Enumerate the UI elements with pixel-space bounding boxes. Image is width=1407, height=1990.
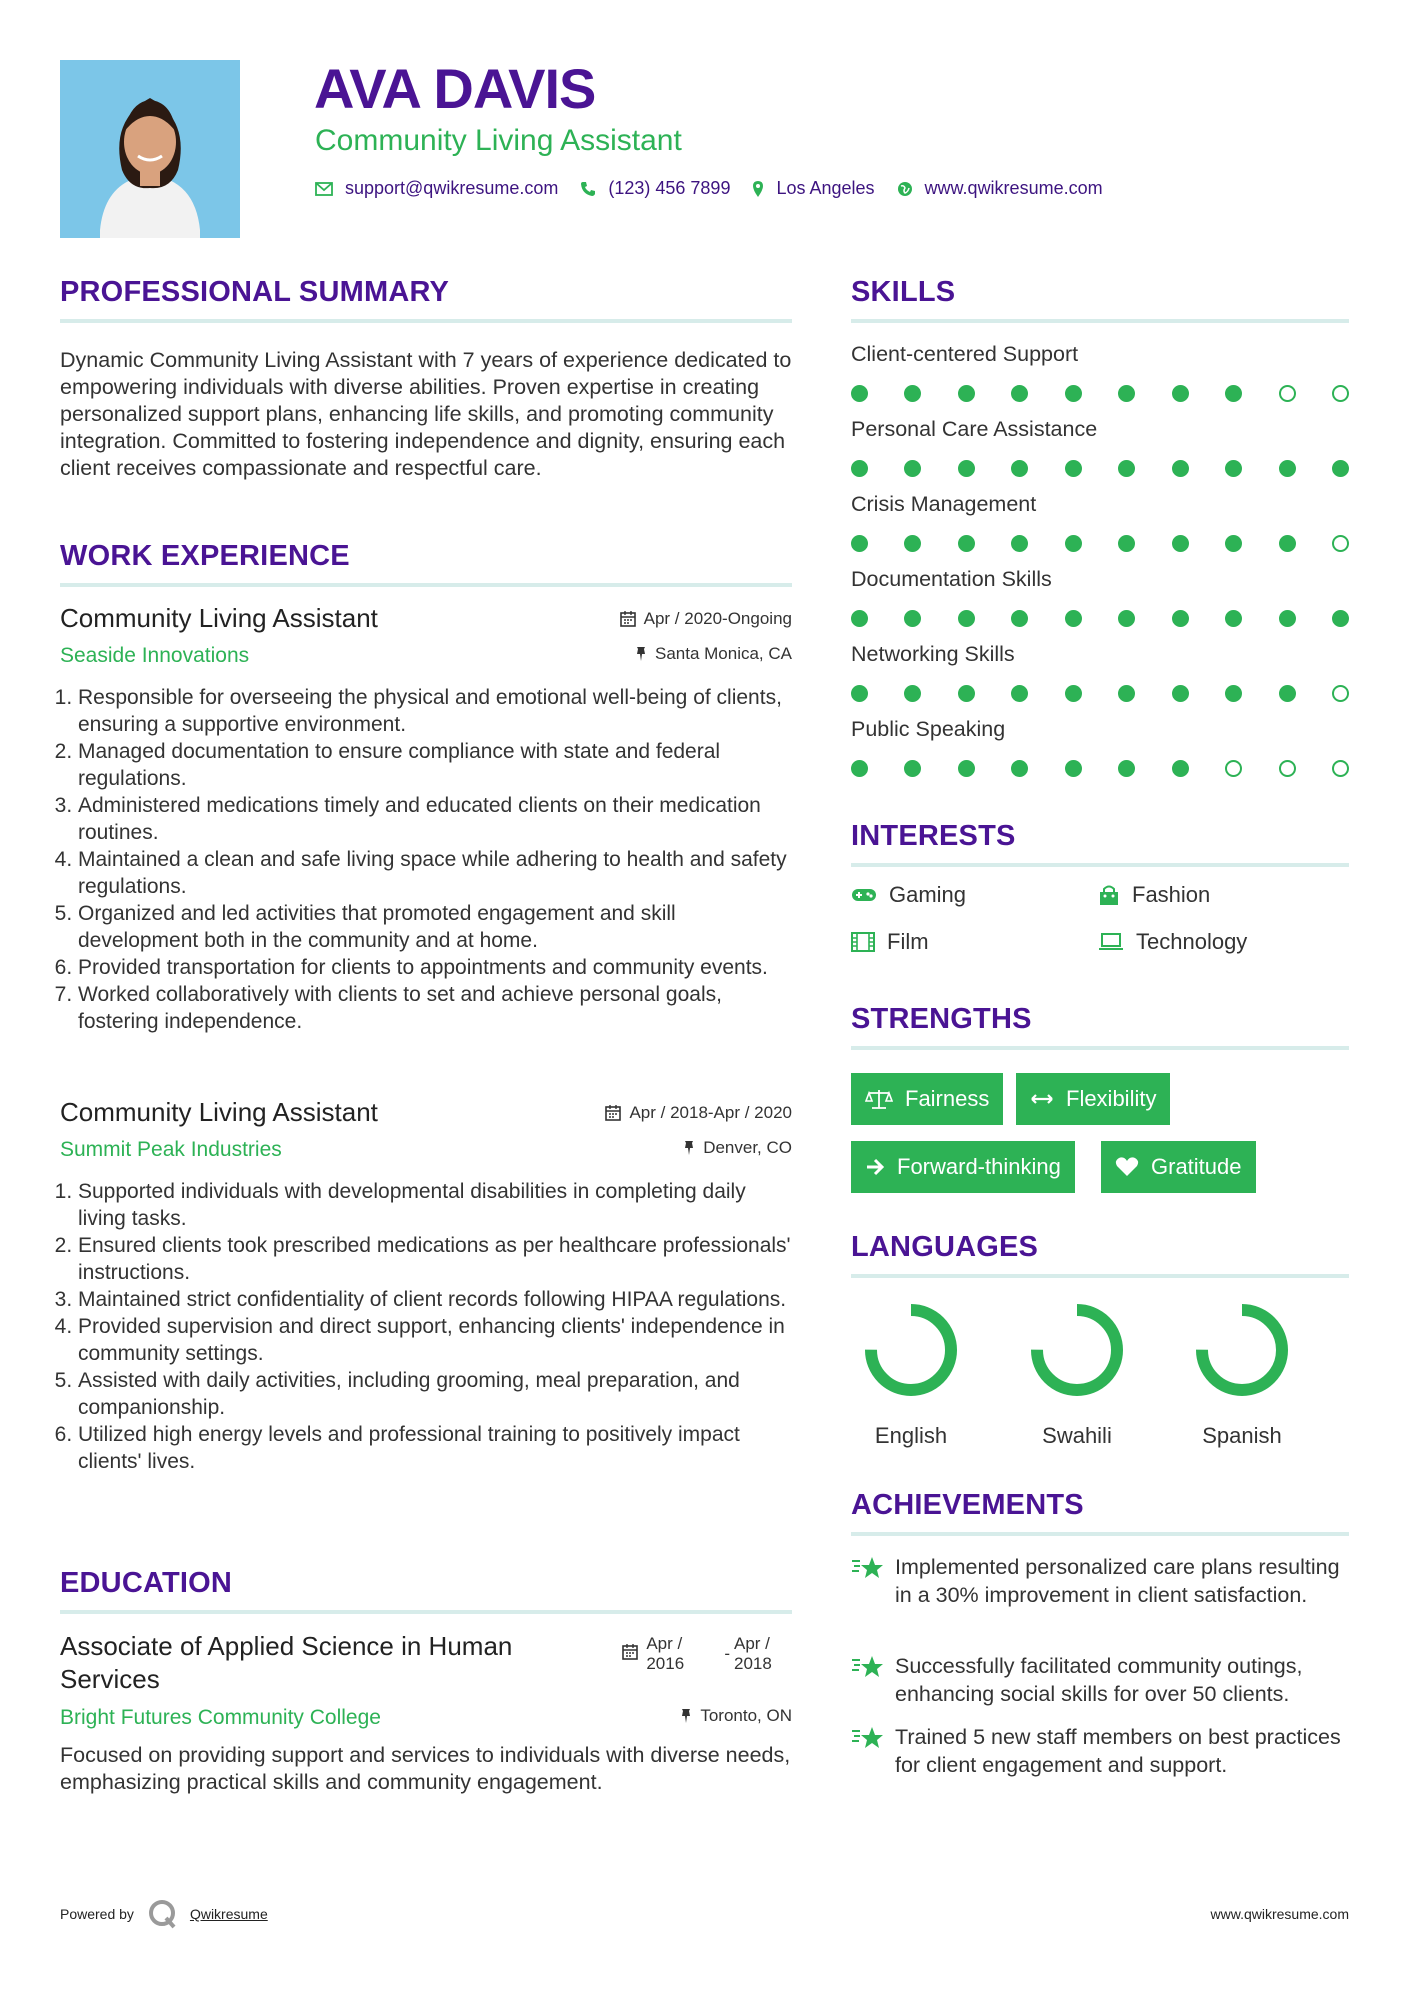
skill-name: Crisis Management [851,492,1037,516]
job-bullet: 5. Assisted with daily activities, including grooming, meal preparation, and companionship. [78,1367,792,1421]
rating-dot-filled [1332,460,1349,477]
pushpin-icon [635,646,647,662]
strengths-heading: STRENGTHS [851,1003,1032,1035]
skill-rating [851,685,1349,702]
rating-dot-empty [1332,685,1349,702]
rating-dot-filled [1279,460,1296,477]
rating-dot-filled [1172,610,1189,627]
contact-email[interactable] [315,178,558,199]
skill-rating [851,385,1349,402]
achievement-text: Successfully facilitated community outings, enhancing social skills for over 50 clients. [895,1654,1303,1706]
rating-dot-filled [1225,535,1242,552]
language-name: Swahili [1042,1423,1112,1448]
rating-dot-filled [904,610,921,627]
rating-dot-filled [851,385,868,402]
summary-section [60,276,792,482]
rating-dot-filled [851,685,868,702]
rating-dot-filled [1118,685,1135,702]
arrow-right-icon [865,1158,885,1176]
skills-section [851,276,1349,323]
rating-dot-filled [1279,685,1296,702]
rating-dot-filled [904,685,921,702]
footer-brand-link[interactable]: Qwikresume [189,1906,268,1922]
gamepad-icon [851,887,877,903]
skill-name: Client-centered Support [851,342,1079,366]
envelope-icon [315,182,333,196]
job-bullets [60,1178,792,1475]
rating-dot-empty [1279,385,1296,402]
job-role: Community Living Assistant [60,1097,378,1127]
rating-dot-empty [1332,385,1349,402]
rating-dot-filled [1065,760,1082,777]
job-date: Apr / 2018-Apr / 2020 [605,1103,792,1123]
qwikresume-logo-icon [146,1898,180,1930]
experience-section [60,540,792,587]
job-bullet: 2. Managed documentation to ensure compliance with state and federal regulations. [78,738,792,792]
degree-title: Associate of Applied Science in Human Services [60,1631,513,1694]
section-divider [851,863,1349,867]
contact-phone[interactable] [580,178,730,199]
education-entry [60,1630,792,1796]
rating-dot-filled [1011,760,1028,777]
skill-item [851,567,1349,627]
rating-dot-filled [851,760,868,777]
language-name: Spanish [1202,1423,1282,1448]
language-proficiency-ring [1192,1300,1292,1400]
job-bullet: 7. Worked collaboratively with clients to set and achieve personal goals, fostering independence. [78,981,792,1035]
rating-dot-filled [958,685,975,702]
candidate-name: AVA DAVIS [314,57,596,120]
rating-dot-filled [1065,385,1082,402]
achievement-text: Implemented personalized care plans resulting in a 30% improvement in client satisfaction. [895,1555,1340,1607]
contact-bar [315,178,1125,199]
contact-website[interactable] [897,178,1103,199]
skill-name: Documentation Skills [851,567,1052,591]
rating-dot-filled [1172,385,1189,402]
rating-dot-filled [851,460,868,477]
achievement-item [851,1553,1349,1609]
section-divider [851,1532,1349,1536]
section-divider [60,583,792,587]
job-bullet: 3. Administered medications timely and educated clients on their medication routines. [78,792,792,846]
job-location: Denver, CO [683,1138,792,1158]
languages-section [851,1231,1349,1278]
rating-dot-filled [1225,460,1242,477]
rating-dot-filled [1011,535,1028,552]
job-bullets [60,684,792,1035]
job-bullet: 6. Provided transportation for clients to appointments and community events. [78,954,792,981]
rating-dot-empty [1332,760,1349,777]
skill-rating [851,535,1349,552]
job-bullet: 6. Utilized high energy levels and professional training to positively impact clients' lives. [78,1421,792,1475]
job-entry [60,1097,792,1475]
job-entry [60,603,792,1035]
calendar-icon [620,611,636,627]
rating-dot-filled [1172,760,1189,777]
rating-dot-filled [1279,610,1296,627]
summary-text: Dynamic Community Living Assistant with 7 years of experience dedicated to empowering individuals with diverse abilities. Proven expertise in creating personalized support plans, enhancing life skills, and promoting community integration. Committed to fostering independence and dignity, ensuring each client receives compassionate and respectful care. [60,348,792,480]
rating-dot-filled [1118,610,1135,627]
skill-item [851,492,1349,552]
location-text: Los Angeles [776,178,875,198]
job-bullet: 2. Ensured clients took prescribed medications as per healthcare professionals' instructions. [78,1232,792,1286]
star-icon [851,1654,885,1682]
phone-icon [580,181,596,197]
rating-dot-filled [1118,385,1135,402]
calendar-icon [605,1105,621,1121]
achievement-item [851,1723,1349,1779]
rating-dot-filled [1011,610,1028,627]
strength-badge: Forward-thinking [851,1141,1075,1193]
rating-dot-filled [958,760,975,777]
rating-dot-empty [1225,760,1242,777]
candidate-title: Community Living Assistant [315,124,682,157]
interests-section [851,820,1349,867]
section-divider [851,319,1349,323]
skill-item [851,642,1349,702]
education-section [60,1567,792,1614]
rating-dot-filled [851,535,868,552]
section-divider [851,1274,1349,1278]
pushpin-icon [683,1140,695,1156]
rating-dot-filled [1118,460,1135,477]
rating-dot-empty [1332,535,1349,552]
footer-powered-by: Powered by Qwikresume [60,1898,268,1930]
email-text: support@qwikresume.com [345,178,559,198]
skill-rating [851,610,1349,627]
job-bullet: 4. Maintained a clean and safe living space while adhering to health and safety regulations. [78,846,792,900]
rating-dot-filled [1011,685,1028,702]
skill-name: Public Speaking [851,717,1006,741]
job-bullet: 1. Supported individuals with developmental disabilities in completing daily living tasks. [78,1178,792,1232]
scale-icon [865,1088,893,1110]
section-divider [60,1610,792,1614]
skill-name: Networking Skills [851,642,1015,666]
map-marker-icon [752,180,764,198]
skill-rating [851,760,1349,777]
phone-text: (123) 456 7899 [608,178,731,198]
achievement-item [851,1652,1349,1708]
shopping-bag-icon [1098,884,1120,906]
education-heading: EDUCATION [60,1567,233,1599]
rating-dot-filled [958,385,975,402]
language-item [846,1300,976,1449]
interests-heading: INTERESTS [851,820,1016,852]
section-divider [851,1046,1349,1050]
rating-dot-filled [1065,610,1082,627]
rating-dot-filled [1172,685,1189,702]
skills-heading: SKILLS [851,276,956,308]
achievements-section [851,1489,1349,1536]
language-item [1177,1300,1307,1449]
rating-dot-filled [1225,685,1242,702]
star-icon [851,1725,885,1753]
skill-name: Personal Care Assistance [851,417,1098,441]
interest-item: Fashion [1098,882,1210,908]
strength-badge: Gratitude [1101,1141,1256,1193]
rating-dot-filled [1065,460,1082,477]
rating-dot-empty [1279,760,1296,777]
job-date: Apr / 2020-Ongoing [620,609,792,629]
calendar-icon [622,1644,638,1660]
rating-dot-filled [1065,685,1082,702]
laptop-icon [1098,933,1124,951]
rating-dot-filled [1118,760,1135,777]
language-proficiency-ring [861,1300,961,1400]
job-bullet: 4. Provided supervision and direct support, enhancing clients' independence in community settings. [78,1313,792,1367]
rating-dot-filled [1332,610,1349,627]
language-proficiency-ring [1027,1300,1127,1400]
skill-item [851,417,1349,477]
footer-website[interactable]: www.qwikresume.com [1210,1906,1349,1922]
contact-location [752,178,874,199]
website-text: www.qwikresume.com [924,178,1103,198]
job-location: Santa Monica, CA [635,644,792,664]
language-name: English [874,1423,948,1448]
pushpin-icon [680,1708,692,1724]
skill-rating [851,460,1349,477]
arrows-horizontal-icon [1030,1093,1054,1105]
school-location: Toronto, ON [680,1706,792,1726]
job-company: Seaside Innovations [60,644,250,667]
interest-item: Film [851,929,929,955]
rating-dot-filled [851,610,868,627]
education-description: Focused on providing support and services to individuals with diverse needs, emphasizing practical skills and community engagement. [60,1743,791,1794]
languages-heading: LANGUAGES [851,1231,1039,1263]
job-bullet: 1. Responsible for overseeing the physical and emotional well-being of clients, ensuring a supportive environment. [78,684,792,738]
strength-badge: Flexibility [1016,1073,1170,1125]
profile-photo [60,60,240,238]
rating-dot-filled [1279,535,1296,552]
rating-dot-filled [904,760,921,777]
rating-dot-filled [1065,535,1082,552]
globe-icon [897,181,913,197]
rating-dot-filled [958,610,975,627]
rating-dot-filled [1011,385,1028,402]
interest-item: Technology [1098,929,1247,955]
summary-heading: PROFESSIONAL SUMMARY [60,276,450,308]
rating-dot-filled [1225,610,1242,627]
rating-dot-filled [1172,535,1189,552]
heart-icon [1115,1157,1139,1177]
skill-item [851,717,1349,777]
rating-dot-filled [1225,385,1242,402]
rating-dot-filled [958,535,975,552]
job-role: Community Living Assistant [60,603,378,633]
rating-dot-filled [1118,535,1135,552]
achievements-heading: ACHIEVEMENTS [851,1489,1084,1521]
job-company: Summit Peak Industries [60,1138,282,1161]
rating-dot-filled [1172,460,1189,477]
film-icon [851,932,875,952]
job-bullet: 5. Organized and led activities that promoted engagement and skill development both in the community and at home. [78,900,792,954]
rating-dot-filled [904,385,921,402]
school-name: Bright Futures Community College [60,1706,381,1729]
rating-dot-filled [904,460,921,477]
language-item [1012,1300,1142,1449]
job-bullet: 3. Maintained strict confidentiality of client records following HIPAA regulations. [78,1286,792,1313]
rating-dot-filled [1011,460,1028,477]
skill-item [851,342,1349,402]
experience-heading: WORK EXPERIENCE [60,540,350,572]
rating-dot-filled [904,535,921,552]
interest-item: Gaming [851,882,966,908]
section-divider [60,319,792,323]
achievement-text: Trained 5 new staff members on best practices for client engagement and support. [895,1725,1341,1777]
strength-badge: Fairness [851,1073,1003,1125]
star-icon [851,1555,885,1583]
rating-dot-filled [958,460,975,477]
education-date: Apr / 2016 - Apr / 2018 [622,1634,792,1674]
strengths-section [851,1003,1349,1050]
